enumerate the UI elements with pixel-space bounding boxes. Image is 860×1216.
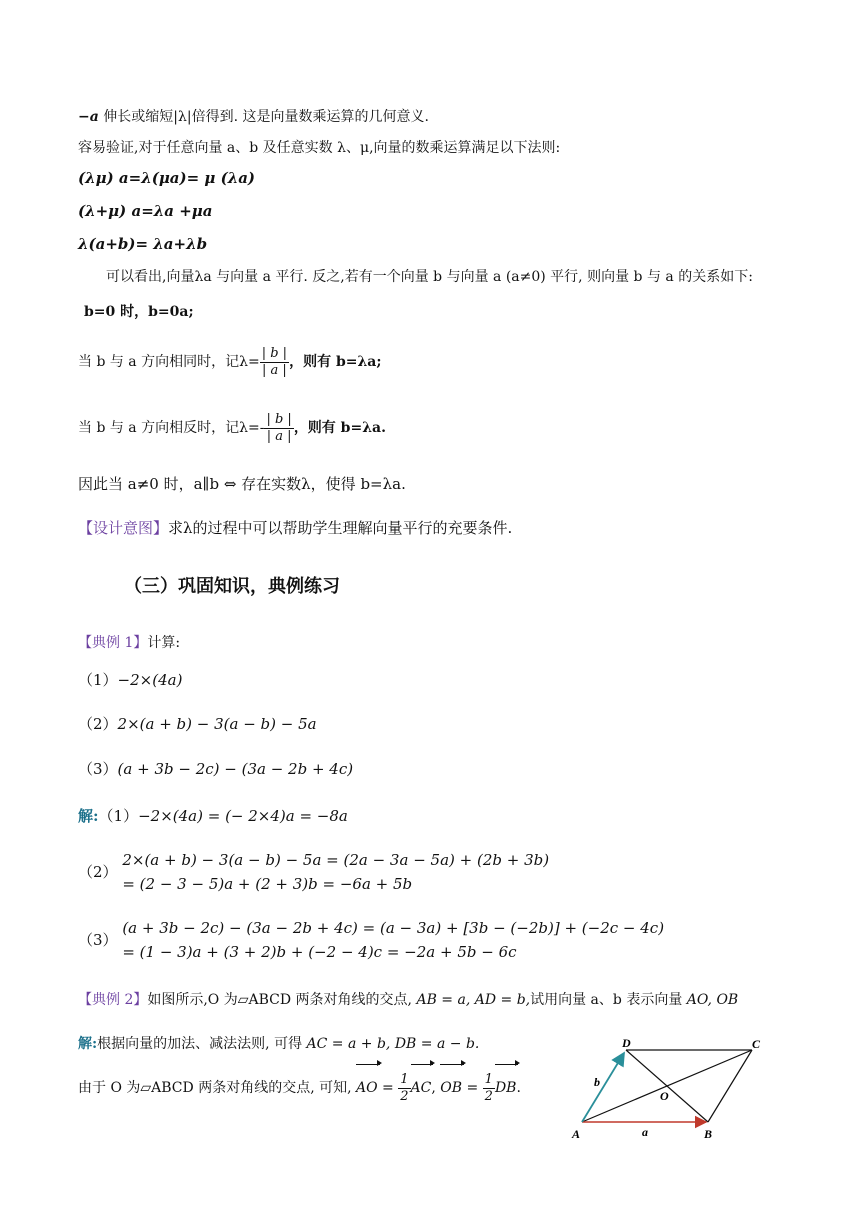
design-intent [78,518,512,538]
case-same-prefix: 当 b 与 a 方向相同时，记λ= [78,354,260,370]
example2-text2: 试用向量 a、b 表示向量 [530,992,683,1008]
s2-num: （2） [78,863,118,881]
ex2-solution-label: 解: [78,1036,98,1052]
q1-expr: −2×(4a) [117,671,183,689]
label-B: B [704,1127,713,1141]
q3-expr: (a + 3b − 2c) − (3a − 2b + 4c) [117,760,354,778]
half-fraction-1: $\frac{1}{2}$ [400,1071,409,1104]
example2-solution-2: 由于 O 为▱ABCD 两条对角线的交点, 可知, AO = $\frac{1}{2}$ AC, OB = $\frac{1}{2}$ DB. [78,1066,521,1110]
question-1 [78,670,182,690]
design-text: 求λ的过程中可以帮助学生理解向量平行的充要条件. [168,519,513,537]
vec-ac: AC [411,1066,432,1110]
vector-b-arrow [582,1053,624,1122]
example1-header [78,633,180,653]
intro-line-1-text: 伸长或缩短|λ|倍得到. 这是向量数乘运算的几何意义. [103,109,429,125]
section-heading: （三）巩固知识，典例练习 [124,576,340,597]
case-zero: b=0 时，b=0a; [84,304,194,320]
solution-label: 解: [78,807,99,825]
conclusion: 因此当 a≠0 时，a∥b ⇔ 存在实数λ，使得 b=λa. [78,475,406,493]
label-C: C [752,1037,761,1051]
vec-ob: OB [440,1066,462,1110]
solution-3 [78,916,664,964]
s1-num: （1） [98,807,139,825]
label-A: A [572,1127,581,1141]
edge-bc [708,1050,752,1122]
design-tag: 【设计意图】 [78,519,169,537]
example2-solution-1 [78,1034,479,1054]
label-a: a [642,1125,648,1139]
neg-a: −a [78,109,99,125]
label-D: D [622,1036,631,1050]
question-2 [78,714,317,734]
vec-db: DB [495,1066,517,1110]
ex2-sol1-text: 根据向量的加法、减法法则, 可得 [97,1036,303,1052]
question-3 [78,759,353,779]
half-fraction-2: $\frac{1}{2}$ [484,1071,493,1104]
case-opposite-direction [78,406,386,450]
example1-label: 计算: [147,635,181,651]
s3-num: （3） [78,931,118,949]
solution-1 [78,806,348,826]
case-opposite-prefix: 当 b 与 a 方向相反时，记λ=- [78,420,265,436]
ex2-sol2-text: 由于 O 为▱ABCD 两条对角线的交点, 可知, [78,1080,352,1096]
q3-num: （3） [78,760,118,778]
q2-num: （2） [78,715,118,733]
vec-ao: AO [356,1066,378,1110]
example2-text: 如图所示,O 为▱ABCD 两条对角线的交点, [147,992,412,1008]
example2-tag: 【典例 2】 [78,992,148,1008]
parallelogram-figure [570,1034,770,1144]
case-same-suffix: ，则有 b=λa; [289,354,382,370]
lambda-fraction-neg: $\frac{| b |}{| a |}$ [266,411,292,444]
law-3: λ(a+b)= λa+λb [78,235,208,253]
example1-tag: 【典例 1】 [78,635,148,651]
intro-line-2: 容易验证,对于任意向量 a、b 及任意实数 λ、μ,向量的数乘运算满足以下法则: [78,140,561,156]
q1-num: （1） [78,671,118,689]
s2-line-1: 2×(a + b) − 3(a − b) − 5a = (2a − 3a − 5a) + (2b + 3b) [122,851,550,869]
ex2-sol1-eq: AC = a + b, DB = a − b. [306,1036,480,1052]
intro-line-1 [78,107,429,127]
example2-given: AB = a, AD = b, [416,992,531,1008]
case-opposite-suffix: ，则有 b=λa. [293,420,386,436]
s2-line-2: = (2 − 3 − 5)a + (2 + 3)b = −6a + 5b [122,875,413,893]
s3-stack [122,916,664,964]
parallel-paragraph: 可以看出,向量λa 与向量 a 平行. 反之,若有一个向量 b 与向量 a (a≠0) 平行, 则向量 b 与 a 的关系如下: [106,269,753,285]
law-1: (λμ) a=λ(μa)= μ (λa) [78,169,256,187]
s1-expr: −2×(4a) = (− 2×4)a = −8a [138,807,348,825]
case-same-direction [78,340,382,384]
lambda-fraction: $\frac{| b |}{| a |}$ [261,345,288,378]
s3-line-2: = (1 − 3)a + (3 + 2)b + (−2 − 4)c = −2a + 5b − 6c [122,943,517,961]
q2-expr: 2×(a + b) − 3(a − b) − 5a [117,715,317,733]
s3-line-1: (a + 3b − 2c) − (3a − 2b + 4c) = (a − 3a) + [3b − (−2b)] + (−2c − 4c) [122,919,665,937]
example2-statement [78,988,738,1012]
solution-2 [78,848,549,896]
law-2: (λ+μ) a=λa +μa [78,202,213,220]
diagonal-db [626,1050,708,1122]
label-O: O [660,1089,669,1103]
s2-stack [122,848,549,896]
label-b: b [594,1075,600,1089]
example2-target: AO, OB [686,992,739,1008]
